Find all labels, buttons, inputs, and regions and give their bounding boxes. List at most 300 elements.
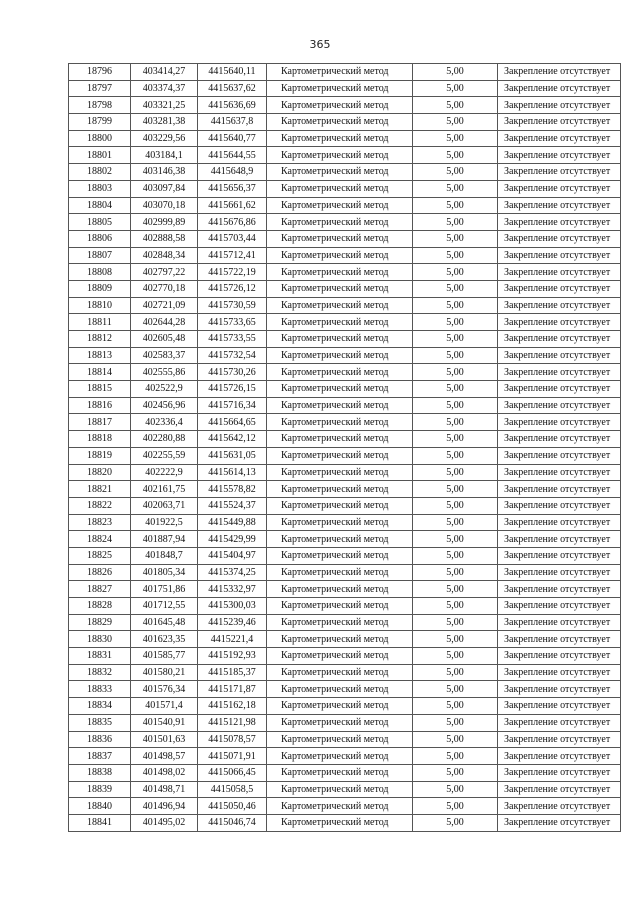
accuracy-cell: 5,00 — [413, 547, 498, 564]
x-coordinate-cell: 403097,84 — [131, 180, 198, 197]
point-number-cell: 18820 — [69, 464, 131, 481]
method-cell: Картометрический метод — [267, 64, 413, 81]
fixing-cell: Закрепление отсутствует — [498, 214, 621, 231]
y-coordinate-cell: 4415300,03 — [198, 598, 267, 615]
point-number-cell: 18805 — [69, 214, 131, 231]
accuracy-cell: 5,00 — [413, 681, 498, 698]
method-cell: Картометрический метод — [267, 564, 413, 581]
y-coordinate-cell: 4415404,97 — [198, 547, 267, 564]
y-coordinate-cell: 4415730,59 — [198, 297, 267, 314]
x-coordinate-cell: 401501,63 — [131, 731, 198, 748]
method-cell: Картометрический метод — [267, 214, 413, 231]
x-coordinate-cell: 403070,18 — [131, 197, 198, 214]
accuracy-cell: 5,00 — [413, 247, 498, 264]
x-coordinate-cell: 403321,25 — [131, 97, 198, 114]
x-coordinate-cell: 401751,86 — [131, 581, 198, 598]
point-number-cell: 18834 — [69, 698, 131, 715]
point-number-cell: 18839 — [69, 781, 131, 798]
point-number-cell: 18814 — [69, 364, 131, 381]
y-coordinate-cell: 4415374,25 — [198, 564, 267, 581]
method-cell: Картометрический метод — [267, 648, 413, 665]
y-coordinate-cell: 4415636,69 — [198, 97, 267, 114]
method-cell: Картометрический метод — [267, 80, 413, 97]
fixing-cell: Закрепление отсутствует — [498, 481, 621, 498]
table-row — [69, 197, 621, 214]
x-coordinate-cell: 402797,22 — [131, 264, 198, 281]
point-number-cell: 18813 — [69, 347, 131, 364]
point-number-cell: 18819 — [69, 447, 131, 464]
point-number-cell: 18825 — [69, 547, 131, 564]
table-row — [69, 114, 621, 131]
x-coordinate-cell: 402280,88 — [131, 431, 198, 448]
method-cell: Картометрический метод — [267, 531, 413, 548]
point-number-cell: 18826 — [69, 564, 131, 581]
y-coordinate-cell: 4415578,82 — [198, 481, 267, 498]
fixing-cell: Закрепление отсутствует — [498, 297, 621, 314]
y-coordinate-cell: 4415332,97 — [198, 581, 267, 598]
fixing-cell: Закрепление отсутствует — [498, 748, 621, 765]
point-number-cell: 18837 — [69, 748, 131, 765]
table-row — [69, 664, 621, 681]
x-coordinate-cell: 402848,34 — [131, 247, 198, 264]
accuracy-cell: 5,00 — [413, 798, 498, 815]
x-coordinate-cell: 403414,27 — [131, 64, 198, 81]
method-cell: Картометрический метод — [267, 464, 413, 481]
method-cell: Картометрический метод — [267, 397, 413, 414]
fixing-cell: Закрепление отсутствует — [498, 431, 621, 448]
table-row — [69, 781, 621, 798]
method-cell: Картометрический метод — [267, 631, 413, 648]
fixing-cell: Закрепление отсутствует — [498, 764, 621, 781]
accuracy-cell: 5,00 — [413, 598, 498, 615]
y-coordinate-cell: 4415640,77 — [198, 130, 267, 147]
method-cell: Картометрический метод — [267, 664, 413, 681]
x-coordinate-cell: 402583,37 — [131, 347, 198, 364]
x-coordinate-cell: 401498,71 — [131, 781, 198, 798]
accuracy-cell: 5,00 — [413, 297, 498, 314]
accuracy-cell: 5,00 — [413, 814, 498, 831]
table-row — [69, 264, 621, 281]
x-coordinate-cell: 401498,57 — [131, 748, 198, 765]
point-number-cell: 18831 — [69, 648, 131, 665]
table-row — [69, 180, 621, 197]
accuracy-cell: 5,00 — [413, 481, 498, 498]
y-coordinate-cell: 4415716,34 — [198, 397, 267, 414]
accuracy-cell: 5,00 — [413, 280, 498, 297]
fixing-cell: Закрепление отсутствует — [498, 414, 621, 431]
fixing-cell: Закрепление отсутствует — [498, 364, 621, 381]
y-coordinate-cell: 4415221,4 — [198, 631, 267, 648]
point-number-cell: 18816 — [69, 397, 131, 414]
method-cell: Картометрический метод — [267, 431, 413, 448]
point-number-cell: 18830 — [69, 631, 131, 648]
method-cell: Картометрический метод — [267, 547, 413, 564]
accuracy-cell: 5,00 — [413, 364, 498, 381]
point-number-cell: 18804 — [69, 197, 131, 214]
method-cell: Картометрический метод — [267, 264, 413, 281]
method-cell: Картометрический метод — [267, 447, 413, 464]
method-cell: Картометрический метод — [267, 714, 413, 731]
y-coordinate-cell: 4415631,05 — [198, 447, 267, 464]
accuracy-cell: 5,00 — [413, 180, 498, 197]
table-row — [69, 447, 621, 464]
point-number-cell: 18812 — [69, 331, 131, 348]
table-row — [69, 531, 621, 548]
table-row — [69, 347, 621, 364]
x-coordinate-cell: 402522,9 — [131, 381, 198, 398]
method-cell: Картометрический метод — [267, 764, 413, 781]
fixing-cell: Закрепление отсутствует — [498, 497, 621, 514]
accuracy-cell: 5,00 — [413, 564, 498, 581]
y-coordinate-cell: 4415733,55 — [198, 331, 267, 348]
point-number-cell: 18796 — [69, 64, 131, 81]
table-row — [69, 698, 621, 715]
y-coordinate-cell: 4415730,26 — [198, 364, 267, 381]
fixing-cell: Закрепление отсутствует — [498, 531, 621, 548]
fixing-cell: Закрепление отсутствует — [498, 80, 621, 97]
y-coordinate-cell: 4415121,98 — [198, 714, 267, 731]
x-coordinate-cell: 403229,56 — [131, 130, 198, 147]
method-cell: Картометрический метод — [267, 614, 413, 631]
method-cell: Картометрический метод — [267, 197, 413, 214]
accuracy-cell: 5,00 — [413, 447, 498, 464]
x-coordinate-cell: 401922,5 — [131, 514, 198, 531]
table-row — [69, 814, 621, 831]
fixing-cell: Закрепление отсутствует — [498, 314, 621, 331]
coordinates-table-body — [69, 64, 621, 832]
fixing-cell: Закрепление отсутствует — [498, 731, 621, 748]
method-cell: Картометрический метод — [267, 798, 413, 815]
accuracy-cell: 5,00 — [413, 64, 498, 81]
method-cell: Картометрический метод — [267, 130, 413, 147]
accuracy-cell: 5,00 — [413, 197, 498, 214]
method-cell: Картометрический метод — [267, 731, 413, 748]
table-row — [69, 80, 621, 97]
accuracy-cell: 5,00 — [413, 97, 498, 114]
table-row — [69, 230, 621, 247]
table-row — [69, 764, 621, 781]
point-number-cell: 18821 — [69, 481, 131, 498]
table-row — [69, 64, 621, 81]
table-row — [69, 431, 621, 448]
y-coordinate-cell: 4415642,12 — [198, 431, 267, 448]
table-row — [69, 648, 621, 665]
point-number-cell: 18817 — [69, 414, 131, 431]
x-coordinate-cell: 401540,91 — [131, 714, 198, 731]
accuracy-cell: 5,00 — [413, 464, 498, 481]
y-coordinate-cell: 4415648,9 — [198, 164, 267, 181]
y-coordinate-cell: 4415656,37 — [198, 180, 267, 197]
accuracy-cell: 5,00 — [413, 497, 498, 514]
accuracy-cell: 5,00 — [413, 397, 498, 414]
method-cell: Картометрический метод — [267, 314, 413, 331]
fixing-cell: Закрепление отсутствует — [498, 514, 621, 531]
table-row — [69, 731, 621, 748]
accuracy-cell: 5,00 — [413, 731, 498, 748]
point-number-cell: 18807 — [69, 247, 131, 264]
accuracy-cell: 5,00 — [413, 264, 498, 281]
point-number-cell: 18833 — [69, 681, 131, 698]
fixing-cell: Закрепление отсутствует — [498, 114, 621, 131]
fixing-cell: Закрепление отсутствует — [498, 64, 621, 81]
y-coordinate-cell: 4415429,99 — [198, 531, 267, 548]
table-row — [69, 414, 621, 431]
method-cell: Картометрический метод — [267, 97, 413, 114]
x-coordinate-cell: 402063,71 — [131, 497, 198, 514]
point-number-cell: 18835 — [69, 714, 131, 731]
fixing-cell: Закрепление отсутствует — [498, 547, 621, 564]
y-coordinate-cell: 4415078,57 — [198, 731, 267, 748]
fixing-cell: Закрепление отсутствует — [498, 781, 621, 798]
method-cell: Картометрический метод — [267, 681, 413, 698]
table-row — [69, 397, 621, 414]
x-coordinate-cell: 403146,38 — [131, 164, 198, 181]
x-coordinate-cell: 401712,55 — [131, 598, 198, 615]
y-coordinate-cell: 4415058,5 — [198, 781, 267, 798]
point-number-cell: 18840 — [69, 798, 131, 815]
accuracy-cell: 5,00 — [413, 764, 498, 781]
y-coordinate-cell: 4415722,19 — [198, 264, 267, 281]
fixing-cell: Закрепление отсутствует — [498, 598, 621, 615]
point-number-cell: 18836 — [69, 731, 131, 748]
point-number-cell: 18811 — [69, 314, 131, 331]
point-number-cell: 18838 — [69, 764, 131, 781]
x-coordinate-cell: 402999,89 — [131, 214, 198, 231]
y-coordinate-cell: 4415732,54 — [198, 347, 267, 364]
method-cell: Картометрический метод — [267, 230, 413, 247]
table-row — [69, 497, 621, 514]
x-coordinate-cell: 403281,38 — [131, 114, 198, 131]
x-coordinate-cell: 402770,18 — [131, 280, 198, 297]
x-coordinate-cell: 402255,59 — [131, 447, 198, 464]
point-number-cell: 18832 — [69, 664, 131, 681]
point-number-cell: 18797 — [69, 80, 131, 97]
x-coordinate-cell: 401848,7 — [131, 547, 198, 564]
x-coordinate-cell: 402644,28 — [131, 314, 198, 331]
y-coordinate-cell: 4415733,65 — [198, 314, 267, 331]
method-cell: Картометрический метод — [267, 331, 413, 348]
accuracy-cell: 5,00 — [413, 214, 498, 231]
fixing-cell: Закрепление отсутствует — [498, 798, 621, 815]
accuracy-cell: 5,00 — [413, 114, 498, 131]
fixing-cell: Закрепление отсутствует — [498, 247, 621, 264]
x-coordinate-cell: 402336,4 — [131, 414, 198, 431]
method-cell: Картометрический метод — [267, 598, 413, 615]
accuracy-cell: 5,00 — [413, 414, 498, 431]
point-number-cell: 18827 — [69, 581, 131, 598]
fixing-cell: Закрепление отсутствует — [498, 97, 621, 114]
fixing-cell: Закрепление отсутствует — [498, 164, 621, 181]
fixing-cell: Закрепление отсутствует — [498, 264, 621, 281]
table-row — [69, 631, 621, 648]
table-row — [69, 798, 621, 815]
y-coordinate-cell: 4415171,87 — [198, 681, 267, 698]
x-coordinate-cell: 402605,48 — [131, 331, 198, 348]
x-coordinate-cell: 401576,34 — [131, 681, 198, 698]
fixing-cell: Закрепление отсутствует — [498, 648, 621, 665]
point-number-cell: 18806 — [69, 230, 131, 247]
fixing-cell: Закрепление отсутствует — [498, 714, 621, 731]
fixing-cell: Закрепление отсутствует — [498, 631, 621, 648]
coordinates-table — [68, 63, 621, 832]
y-coordinate-cell: 4415046,74 — [198, 814, 267, 831]
method-cell: Картометрический метод — [267, 114, 413, 131]
x-coordinate-cell: 403184,1 — [131, 147, 198, 164]
accuracy-cell: 5,00 — [413, 514, 498, 531]
fixing-cell: Закрепление отсутствует — [498, 280, 621, 297]
y-coordinate-cell: 4415712,41 — [198, 247, 267, 264]
table-row — [69, 464, 621, 481]
point-number-cell: 18810 — [69, 297, 131, 314]
y-coordinate-cell: 4415726,12 — [198, 280, 267, 297]
point-number-cell: 18841 — [69, 814, 131, 831]
table-row — [69, 247, 621, 264]
table-row — [69, 564, 621, 581]
point-number-cell: 18824 — [69, 531, 131, 548]
x-coordinate-cell: 402555,86 — [131, 364, 198, 381]
accuracy-cell: 5,00 — [413, 80, 498, 97]
fixing-cell: Закрепление отсутствует — [498, 180, 621, 197]
fixing-cell: Закрепление отсутствует — [498, 681, 621, 698]
accuracy-cell: 5,00 — [413, 748, 498, 765]
point-number-cell: 18800 — [69, 130, 131, 147]
point-number-cell: 18798 — [69, 97, 131, 114]
table-row — [69, 681, 621, 698]
method-cell: Картометрический метод — [267, 497, 413, 514]
point-number-cell: 18818 — [69, 431, 131, 448]
x-coordinate-cell: 403374,37 — [131, 80, 198, 97]
y-coordinate-cell: 4415703,44 — [198, 230, 267, 247]
table-row — [69, 581, 621, 598]
accuracy-cell: 5,00 — [413, 347, 498, 364]
fixing-cell: Закрепление отсутствует — [498, 814, 621, 831]
fixing-cell: Закрепление отсутствует — [498, 147, 621, 164]
point-number-cell: 18815 — [69, 381, 131, 398]
accuracy-cell: 5,00 — [413, 531, 498, 548]
method-cell: Картометрический метод — [267, 180, 413, 197]
fixing-cell: Закрепление отсутствует — [498, 347, 621, 364]
y-coordinate-cell: 4415614,13 — [198, 464, 267, 481]
table-row — [69, 714, 621, 731]
x-coordinate-cell: 401580,21 — [131, 664, 198, 681]
method-cell: Картометрический метод — [267, 164, 413, 181]
point-number-cell: 18799 — [69, 114, 131, 131]
accuracy-cell: 5,00 — [413, 431, 498, 448]
y-coordinate-cell: 4415637,8 — [198, 114, 267, 131]
y-coordinate-cell: 4415239,46 — [198, 614, 267, 631]
x-coordinate-cell: 402721,09 — [131, 297, 198, 314]
y-coordinate-cell: 4415726,15 — [198, 381, 267, 398]
y-coordinate-cell: 4415162,18 — [198, 698, 267, 715]
method-cell: Картометрический метод — [267, 514, 413, 531]
method-cell: Картометрический метод — [267, 364, 413, 381]
accuracy-cell: 5,00 — [413, 698, 498, 715]
accuracy-cell: 5,00 — [413, 381, 498, 398]
table-row — [69, 381, 621, 398]
y-coordinate-cell: 4415524,37 — [198, 497, 267, 514]
x-coordinate-cell: 401805,34 — [131, 564, 198, 581]
fixing-cell: Закрепление отсутствует — [498, 564, 621, 581]
point-number-cell: 18802 — [69, 164, 131, 181]
y-coordinate-cell: 4415050,46 — [198, 798, 267, 815]
table-row — [69, 481, 621, 498]
fixing-cell: Закрепление отсутствует — [498, 464, 621, 481]
x-coordinate-cell: 401585,77 — [131, 648, 198, 665]
accuracy-cell: 5,00 — [413, 664, 498, 681]
method-cell: Картометрический метод — [267, 280, 413, 297]
accuracy-cell: 5,00 — [413, 331, 498, 348]
fixing-cell: Закрепление отсутствует — [498, 698, 621, 715]
table-row — [69, 514, 621, 531]
accuracy-cell: 5,00 — [413, 147, 498, 164]
page-number: 365 — [309, 38, 331, 51]
fixing-cell: Закрепление отсутствует — [498, 331, 621, 348]
accuracy-cell: 5,00 — [413, 648, 498, 665]
fixing-cell: Закрепление отсутствует — [498, 581, 621, 598]
method-cell: Картометрический метод — [267, 247, 413, 264]
method-cell: Картометрический метод — [267, 381, 413, 398]
table-row — [69, 147, 621, 164]
y-coordinate-cell: 4415676,86 — [198, 214, 267, 231]
point-number-cell: 18809 — [69, 280, 131, 297]
point-number-cell: 18829 — [69, 614, 131, 631]
method-cell: Картометрический метод — [267, 781, 413, 798]
x-coordinate-cell: 401495,02 — [131, 814, 198, 831]
fixing-cell: Закрепление отсутствует — [498, 664, 621, 681]
x-coordinate-cell: 401496,94 — [131, 798, 198, 815]
method-cell: Картометрический метод — [267, 581, 413, 598]
y-coordinate-cell: 4415644,55 — [198, 147, 267, 164]
table-row — [69, 280, 621, 297]
table-row — [69, 598, 621, 615]
table-row — [69, 547, 621, 564]
y-coordinate-cell: 4415449,88 — [198, 514, 267, 531]
x-coordinate-cell: 402456,96 — [131, 397, 198, 414]
table-row — [69, 748, 621, 765]
x-coordinate-cell: 402222,9 — [131, 464, 198, 481]
y-coordinate-cell: 4415071,91 — [198, 748, 267, 765]
x-coordinate-cell: 401645,48 — [131, 614, 198, 631]
table-row — [69, 364, 621, 381]
table-row — [69, 314, 621, 331]
point-number-cell: 18808 — [69, 264, 131, 281]
method-cell: Картометрический метод — [267, 814, 413, 831]
y-coordinate-cell: 4415185,37 — [198, 664, 267, 681]
method-cell: Картометрический метод — [267, 698, 413, 715]
y-coordinate-cell: 4415192,93 — [198, 648, 267, 665]
table-row — [69, 614, 621, 631]
accuracy-cell: 5,00 — [413, 714, 498, 731]
accuracy-cell: 5,00 — [413, 164, 498, 181]
y-coordinate-cell: 4415661,62 — [198, 197, 267, 214]
table-row — [69, 297, 621, 314]
table-row — [69, 331, 621, 348]
method-cell: Картометрический метод — [267, 347, 413, 364]
accuracy-cell: 5,00 — [413, 130, 498, 147]
point-number-cell: 18801 — [69, 147, 131, 164]
x-coordinate-cell: 401498,02 — [131, 764, 198, 781]
accuracy-cell: 5,00 — [413, 230, 498, 247]
fixing-cell: Закрепление отсутствует — [498, 397, 621, 414]
fixing-cell: Закрепление отсутствует — [498, 130, 621, 147]
accuracy-cell: 5,00 — [413, 614, 498, 631]
accuracy-cell: 5,00 — [413, 631, 498, 648]
x-coordinate-cell: 401887,94 — [131, 531, 198, 548]
x-coordinate-cell: 402888,58 — [131, 230, 198, 247]
fixing-cell: Закрепление отсутствует — [498, 230, 621, 247]
x-coordinate-cell: 402161,75 — [131, 481, 198, 498]
x-coordinate-cell: 401571,4 — [131, 698, 198, 715]
